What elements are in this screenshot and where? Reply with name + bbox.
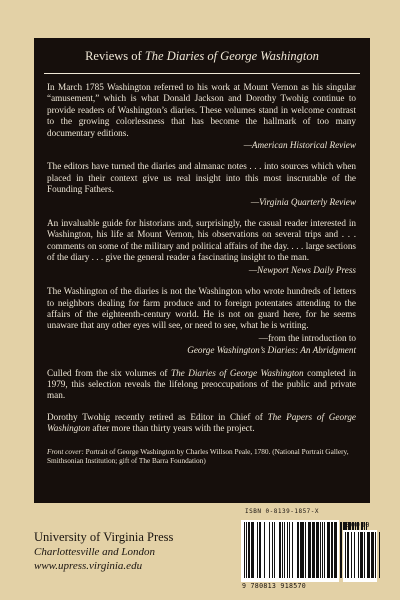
barcode-bar	[331, 522, 333, 578]
barcode-bar	[322, 522, 323, 578]
barcode-bar	[345, 532, 346, 578]
barcode-bar	[244, 522, 245, 578]
barcode-bar	[279, 522, 281, 578]
publisher-block	[34, 530, 173, 573]
review-source: —from the introduction to	[258, 332, 356, 343]
note-text: after more than thirty years with the project.	[90, 423, 255, 434]
panel-content	[34, 74, 370, 465]
ean-barcode	[241, 520, 339, 582]
publisher-name: University of Virginia Press	[34, 530, 174, 544]
barcode-bar	[334, 522, 337, 578]
isbn-text: ISBN 0-8139-1857-X	[245, 508, 320, 515]
review-3	[47, 218, 356, 276]
barcode-bar	[316, 522, 318, 578]
barcode-bar	[364, 532, 365, 578]
note-book-title: The Papers of George Washington	[47, 411, 356, 434]
panel-title	[34, 48, 370, 64]
barcode-bar	[248, 522, 250, 578]
barcode-bar	[305, 522, 306, 578]
publisher-url: www.upress.virginia.edu	[34, 560, 143, 572]
cover-credit	[47, 447, 356, 465]
barcode-bar	[371, 532, 373, 578]
selection-note	[47, 368, 356, 402]
note-text: Dorothy Twohig recently retired as Editor in Chief of	[47, 411, 268, 422]
barcode-bar	[272, 522, 273, 578]
barcode-bar	[287, 522, 288, 578]
barcode-bar	[375, 532, 376, 578]
review-source: —Virginia Quarterly Review	[250, 196, 356, 207]
barcode-bar	[312, 522, 315, 578]
barcode-bar	[269, 522, 270, 578]
barcode-bar	[347, 532, 349, 578]
review-1	[47, 82, 356, 151]
panel-title-prefix: Reviews of	[85, 49, 145, 63]
note-text: Culled from the six volumes of	[47, 367, 171, 378]
review-text: In March 1785 Washington referred to his work at Mount Vernon as his singular “amusement,” which is what Donald Jackson and Dorothy Twohig continue to provide readers of Washington’s diaries. These volumes stand in welcome contrast to the growing colorlessness that has become the hallmark of too many documentary editions.	[47, 82, 356, 138]
barcode-area	[241, 508, 378, 593]
note-text: completed in 1979, this selection reveals the lifelong preoccupations of the public and private man.	[47, 367, 356, 401]
reviews-panel	[34, 38, 370, 503]
barcode-bar	[292, 522, 293, 578]
barcode-bar	[351, 532, 352, 578]
barcode-bar	[251, 522, 254, 578]
barcode-bar	[367, 532, 370, 578]
barcode-bar	[324, 522, 325, 578]
addon-barcode	[343, 530, 377, 582]
note-book-title: The Diaries of George Washington	[170, 367, 304, 378]
barcode-bar	[259, 522, 261, 578]
publisher-city: Charlottesville and London	[34, 546, 155, 558]
barcode-bar	[274, 522, 275, 578]
review-text: An invaluable guide for historians and, surprisingly, the casual reader interested in Washington, his life at Mount Vernon, his observations on several trips and . . . comments on some of the military and political affairs of the day. . . . large sections of the diary . . . give the general reader a fascinating insight to the man.	[47, 218, 356, 263]
barcode-bar	[300, 522, 304, 578]
barcode-bar	[320, 522, 321, 578]
barcode-bar	[358, 532, 359, 578]
barcode-bar	[379, 532, 380, 578]
barcode-bar	[284, 522, 285, 578]
editor-note	[47, 412, 356, 435]
barcode-bar	[257, 522, 258, 578]
review-text: The editors have turned the diaries and almanac notes . . . into sources which when placed in their context give us real insight into this most inscrutable of the Founding Fathers.	[47, 161, 356, 195]
barcode-bar	[264, 522, 265, 578]
barcode-bar	[246, 522, 247, 578]
credit-text: Portrait of George Washington by Charles Willson Peale, 1780. (National Portrait Gallery, Smithsonian Institution; gift of The Barra Foundation)	[47, 446, 349, 465]
barcode-bar	[327, 522, 330, 578]
panel-title-book: The Diaries of George Washington	[144, 49, 319, 63]
review-source: —American Historical Review	[243, 140, 356, 151]
ean-digits: 9 780813 918570	[242, 582, 307, 590]
review-text: The Washington of the diaries is not the Washington who wrote hundreds of letters to neighbors dealing for farm produce and to foreign potentates attending to the affairs of the eighteenth-century world. He is not on guard here, for he seems unaware that any other eyes will see, or need to see, what he is writing.	[47, 286, 356, 331]
barcode-bar	[297, 522, 299, 578]
review-source: —Newport News Daily Press	[248, 264, 356, 275]
barcode-bar	[289, 522, 290, 578]
barcode-bar	[354, 532, 355, 578]
credit-label: Front cover:	[47, 446, 84, 456]
barcode-bar	[282, 522, 283, 578]
barcode-bar	[360, 532, 362, 578]
barcode-bar	[308, 522, 311, 578]
barcode-bar	[340, 522, 342, 578]
price-code: 90000	[346, 521, 371, 529]
review-2	[47, 161, 356, 208]
review-4	[47, 286, 356, 356]
review-source-book: George Washington’s Diaries: An Abridgment	[187, 345, 356, 356]
